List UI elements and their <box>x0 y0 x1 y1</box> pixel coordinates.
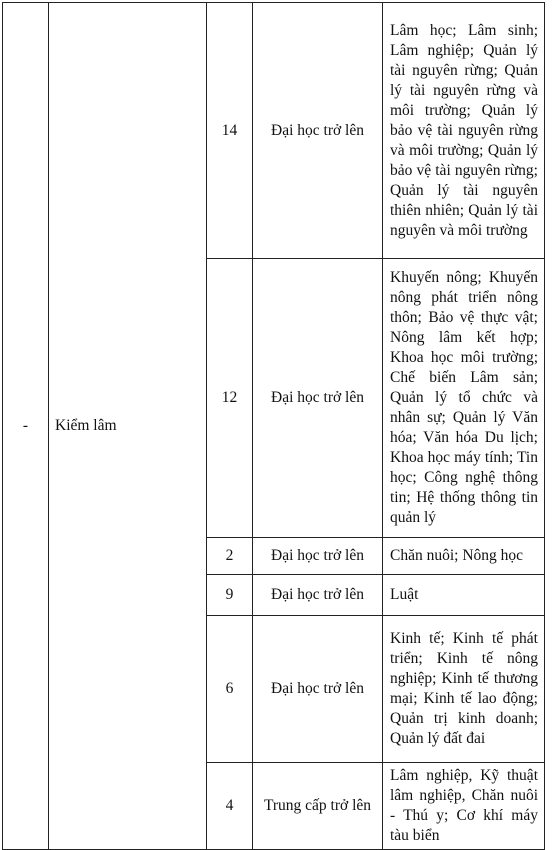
group-marker-cell: - <box>3 3 49 850</box>
recruitment-table <box>2 2 545 850</box>
majors-cell: Luật <box>383 575 545 616</box>
majors-cell: Chăn nuôi; Nông học <box>383 538 545 575</box>
level-cell: Đại học trở lên <box>253 3 383 259</box>
count-cell: 9 <box>207 575 253 616</box>
majors-cell: Kinh tế; Kinh tế phát triển; Kinh tế nông nghiệp; Kinh tế thương mại; Kinh tế lao động; Quản trị kinh doanh; Quản lý đất đai <box>383 616 545 763</box>
level-cell: Đại học trở lên <box>253 259 383 538</box>
level-cell: Trung cấp trở lên <box>253 763 383 850</box>
majors-cell: Lâm nghiệp, Kỹ thuật lâm nghiệp, Chăn nuôi - Thú y; Cơ khí máy tàu biển <box>383 763 545 850</box>
table-row <box>3 3 545 259</box>
level-cell: Đại học trở lên <box>253 616 383 763</box>
majors-cell: Lâm học; Lâm sinh; Lâm nghiệp; Quản lý tài nguyên rừng; Quản lý tài nguyên rừng và môi trường; Quản lý bảo vệ tài nguyên rừng và môi trường; Quản lý bảo vệ tài nguyên rừng; Quản lý tài nguyên thiên nhiên; Quản lý tài nguyên và môi trường <box>383 3 545 259</box>
group-name-cell: Kiểm lâm <box>49 3 207 850</box>
count-cell: 4 <box>207 763 253 850</box>
level-cell: Đại học trở lên <box>253 575 383 616</box>
count-cell: 12 <box>207 259 253 538</box>
level-cell: Đại học trở lên <box>253 538 383 575</box>
majors-cell: Khuyến nông; Khuyến nông phát triển nông thôn; Bảo vệ thực vật; Nông lâm kết hợp; Khoa học môi trường; Chế biến Lâm sản; Quản lý tổ chức và nhân sự; Quản lý Văn hóa; Văn hóa Du lịch; Khoa học máy tính; Tin học; Công nghệ thông tin; Hệ thống thông tin quản lý <box>383 259 545 538</box>
count-cell: 2 <box>207 538 253 575</box>
count-cell: 14 <box>207 3 253 259</box>
count-cell: 6 <box>207 616 253 763</box>
